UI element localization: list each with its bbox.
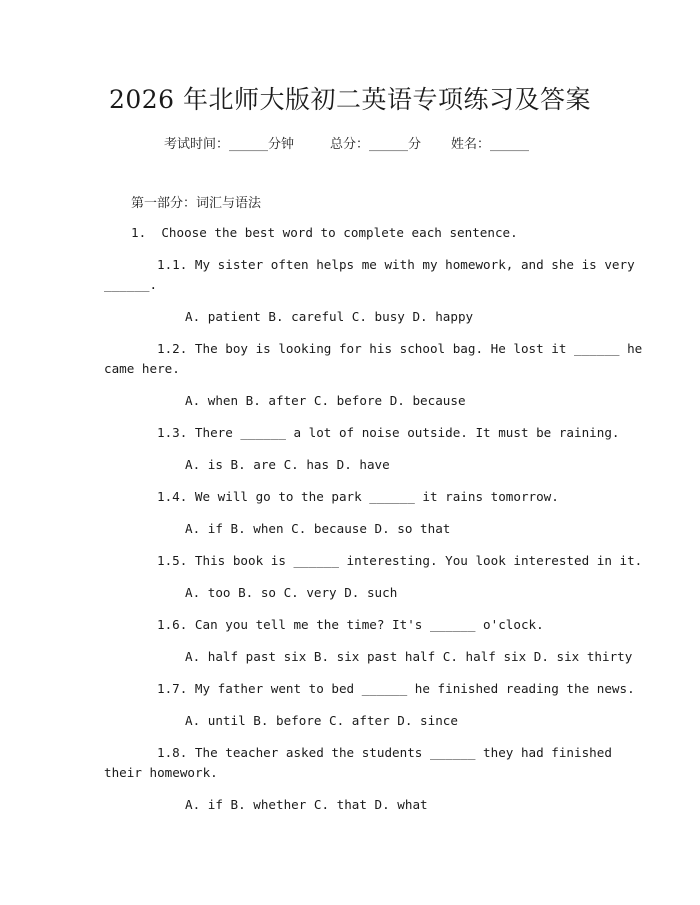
question-text-continued: ______. [104,277,158,292]
question-text: 1.3. There ______ a lot of noise outside. It must be raining. [157,425,620,440]
answer-options: A. if B. when C. because D. so that [185,521,451,536]
question-text: 1.7. My father went to bed ______ he finished reading the news. [157,681,635,696]
exam-info-line [164,133,529,152]
exam-time-field: 考试时间：______分钟 [164,137,295,152]
question-text-continued: their homework. [104,765,218,780]
question-text: 1.2. The boy is looking for his school bag. He lost it ______ he [157,341,643,356]
answer-options: A. patient B. careful C. busy D. happy [185,309,474,324]
document-title: 2026 年北师大版初二英语专项练习及答案 [108,85,592,114]
question-text-continued: came here. [104,361,180,376]
answer-options: A. is B. are C. has D. have [185,457,390,472]
question-text: 1.6. Can you tell me the time? It's ______ o'clock. [157,617,544,632]
section-title: 第一部分：词汇与语法 [131,196,262,211]
total-score-field: 总分：______分 [330,137,422,152]
student-name-field: 姓名：______ [451,137,530,152]
answer-options: A. too B. so C. very D. such [185,585,398,600]
question-text: 1.5. This book is ______ interesting. You look interested in it. [157,553,643,568]
question-intro: 1. Choose the best word to complete each sentence. [131,225,518,240]
answer-options: A. half past six B. six past half C. half six D. six thirty [185,649,633,664]
answer-options: A. when B. after C. before D. because [185,393,466,408]
question-text: 1.8. The teacher asked the students ______ they had finished [157,745,612,760]
answer-options: A. if B. whether C. that D. what [185,797,428,812]
answer-options: A. until B. before C. after D. since [185,713,458,728]
question-text: 1.1. My sister often helps me with my homework, and she is very [157,257,635,272]
question-text: 1.4. We will go to the park ______ it rains tomorrow. [157,489,559,504]
